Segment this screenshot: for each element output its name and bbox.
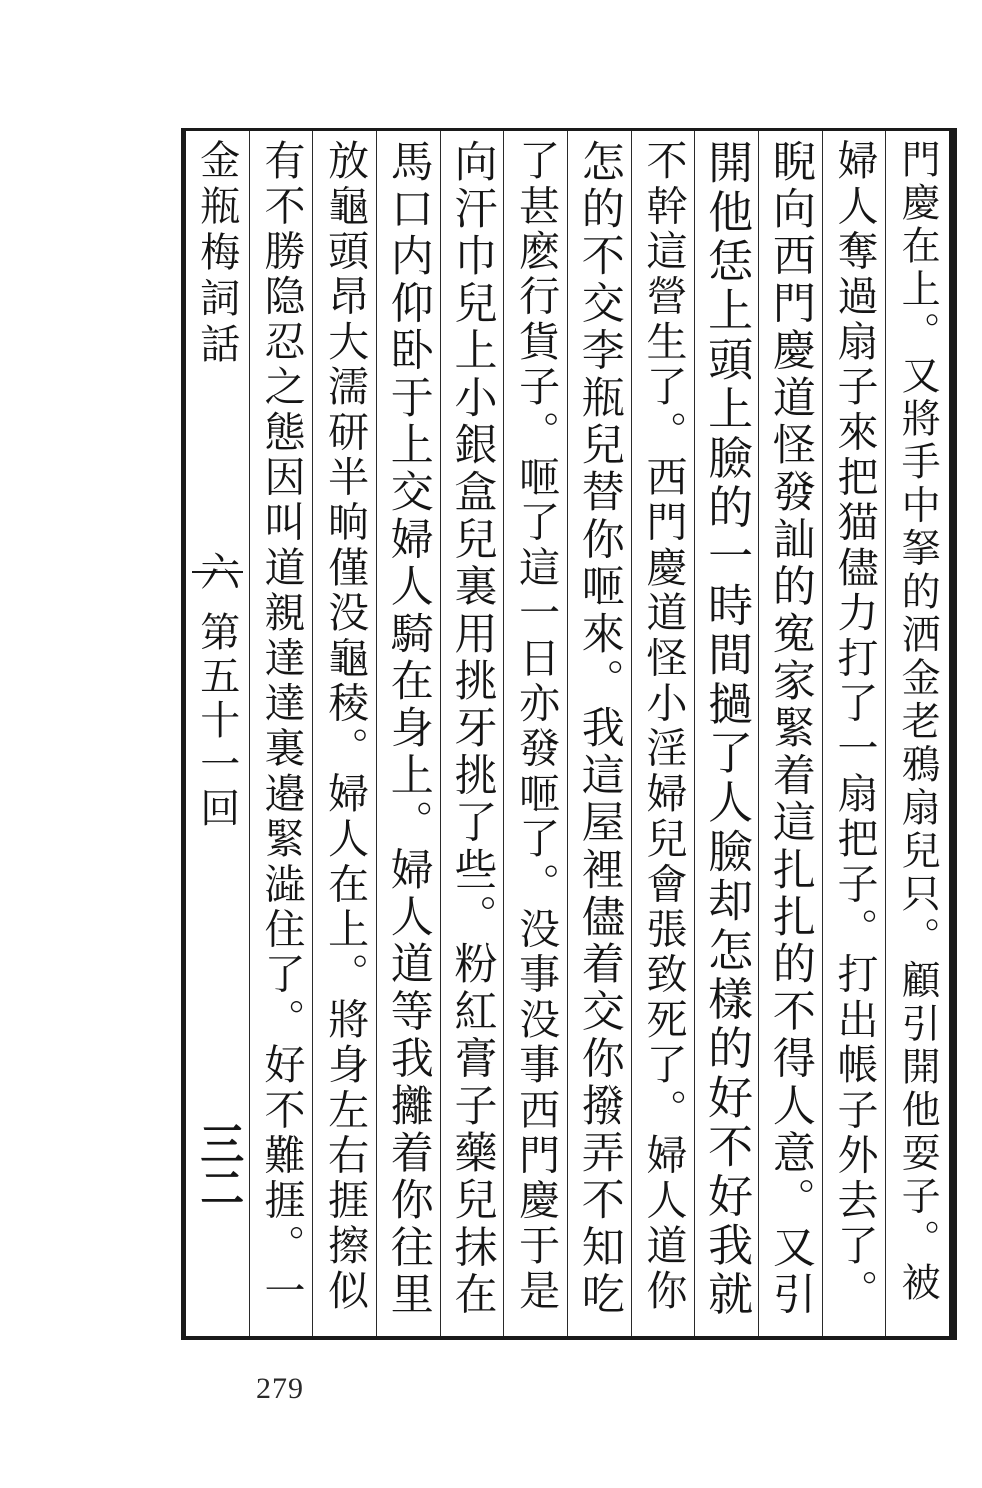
column-text: 有不勝隐忍之態因叫道親達達裏邉緊澁住了。好不難捱。一 [257,139,306,1315]
text-column-2 [822,131,886,1336]
column-text: 怎的不交李瓶兒替你咂來。我這屋裡儘着交你撥弄不知吃 [574,139,625,1319]
leaf-number: 三二 [192,1121,244,1209]
column-text: 不幹這營生了。西門慶道怪小淫婦兒會張致死了。婦人道你 [639,139,688,1315]
column-text: 放龜頭昂大濡研半晌僅没龜稜。婦人在上。將身左右捱擦似 [321,139,370,1315]
text-column-7 [503,131,567,1336]
column-text: 開他恁上頭上臉的一時間撾了人臉却怎樣的好不好我就 [700,139,754,1320]
column-text: 了甚麽行貨子。咂了這一日亦發咂了。没事没事西門慶于是 [512,139,561,1315]
text-column-11 [249,131,313,1336]
text-column-5 [631,131,695,1336]
text-column-1 [885,131,949,1336]
chapter-title: 第五十一回 [193,611,240,831]
text-columns [186,131,949,1336]
text-column-6 [567,131,631,1336]
column-text: 睨向西門慶道怪發訕的寃家緊着這扎扎的不得人意。又引 [765,139,816,1319]
column-text: 馬口内仰卧于上交婦人騎在身上。婦人道等我攡着你往里 [383,139,434,1319]
spine-column [186,131,249,1336]
column-text: 向汗巾兒上小銀盒兒裏用挑牙挑了些。粉紅膏子藥兒抹在 [447,139,498,1319]
running-title: 金瓶梅詞話 [193,139,240,369]
text-column-4 [694,131,758,1336]
text-column-10 [312,131,376,1336]
page-number: 279 [256,1372,304,1405]
text-column-9 [376,131,440,1336]
text-column-8 [440,131,504,1336]
printed-frame [181,128,957,1340]
text-column-3 [758,131,822,1336]
column-text: 門慶在上。又將手中拏的洒金老鴉扇兒只。顧引開他耍子。被 [895,139,941,1306]
volume-number: 六 [193,551,240,591]
column-text: 婦人奪過扇子來把猫儘力打了一扇把子。打出帳子外去了。 [830,139,879,1315]
